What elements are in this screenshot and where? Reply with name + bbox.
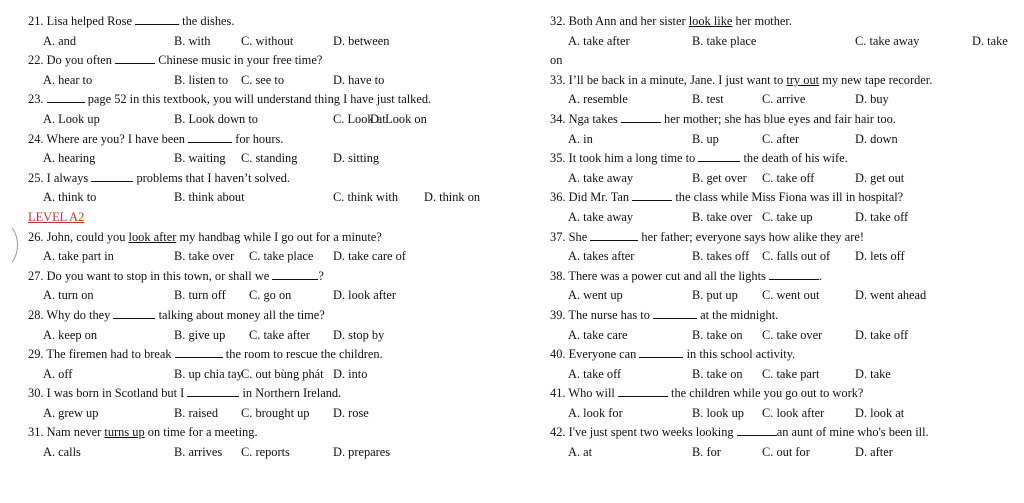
answer-option-d[interactable]: D. take (972, 33, 1008, 48)
continuation-text: on (550, 53, 563, 68)
answer-option-d[interactable]: D. Look on (370, 111, 427, 126)
question-text: my handbag while I go out for a minute? (176, 229, 382, 244)
answer-option-a[interactable]: A. takes after (568, 249, 635, 264)
question-text: at the midnight. (697, 307, 779, 322)
answer-option-b[interactable]: B. arrives (174, 445, 223, 460)
question-number: 32. (550, 14, 566, 28)
answer-option-a[interactable]: A. take care (568, 327, 628, 342)
answer-option-d[interactable]: D. have to (333, 72, 385, 87)
answer-option-a[interactable]: A. keep on (43, 327, 98, 342)
answer-option-b[interactable]: B. raised (174, 405, 219, 420)
answer-option-c[interactable]: C. out bùng phát (241, 366, 324, 381)
question-line (550, 110, 1024, 130)
answer-option-b[interactable]: B. Look down to (174, 111, 258, 126)
question-text: Both Ann and her sister (568, 14, 689, 28)
answer-option-b[interactable]: B. test (692, 92, 724, 107)
question-line (550, 51, 1024, 71)
answer-option-c[interactable]: C. take over (762, 327, 823, 342)
answer-blank[interactable] (632, 190, 672, 201)
question-text: Chinese music in your free time? (155, 53, 323, 68)
options-row (28, 32, 523, 52)
options-row (28, 110, 523, 130)
answer-option-a[interactable]: A. resemble (568, 92, 628, 107)
answer-blank[interactable] (187, 386, 239, 397)
answer-option-c[interactable]: C. go on (249, 288, 292, 303)
question-text: I was born in Scotland but I (46, 386, 188, 401)
answer-option-a[interactable]: A. take away (568, 170, 634, 185)
answer-option-c[interactable]: C. look after (762, 405, 825, 420)
answer-option-a[interactable]: A. hearing (43, 151, 96, 166)
options-row (550, 90, 1024, 110)
answer-blank[interactable] (639, 347, 683, 358)
answer-option-d[interactable]: D. went ahead (855, 288, 927, 303)
answer-blank[interactable] (621, 112, 661, 123)
answer-option-c[interactable]: C. out for (762, 445, 810, 460)
answer-option-b[interactable]: B. listen to (174, 72, 229, 87)
answer-option-b[interactable]: B. take over (174, 249, 235, 264)
left-column (28, 12, 523, 463)
answer-option-b[interactable]: B. take over (692, 209, 753, 224)
options-row (550, 443, 1024, 463)
answer-option-a[interactable]: A. grew up (43, 405, 99, 420)
answer-option-a[interactable]: A. take after (568, 33, 630, 48)
question-text: Nam never (46, 425, 105, 440)
question-text: the children while you go out to work? (667, 386, 864, 401)
question-number: 30. (28, 386, 44, 401)
answer-blank[interactable] (188, 132, 232, 143)
question-line (28, 90, 523, 110)
answer-option-b[interactable]: B. take place (692, 33, 757, 48)
question-line (28, 345, 523, 365)
answer-option-d[interactable]: D. take off (855, 209, 909, 224)
answer-option-b[interactable]: B. put up (692, 288, 738, 303)
answer-option-c[interactable]: C. without (241, 33, 294, 48)
answer-option-a[interactable]: A. at (568, 445, 593, 460)
answer-option-a[interactable]: A. take away (568, 209, 634, 224)
question-text: problems that I haven’t solved. (133, 170, 291, 185)
answer-option-b[interactable]: B. takes off (692, 249, 750, 264)
question-number: 23. (28, 92, 44, 107)
question-text: Who will (568, 386, 618, 401)
question-number: 42. (550, 425, 566, 440)
answer-option-b[interactable]: B. take on (692, 327, 743, 342)
underlined-phrase: look like (688, 14, 733, 28)
question-text: Why do they (46, 307, 114, 322)
question-text: in Northern Ireland. (239, 386, 342, 401)
question-line (550, 384, 1024, 404)
question-line (28, 51, 523, 71)
options-row (550, 404, 1024, 424)
answer-option-d[interactable]: D. buy (855, 92, 889, 107)
question-number: 27. (28, 268, 44, 283)
answer-blank[interactable] (272, 269, 318, 280)
options-row (28, 247, 523, 267)
options-row (550, 130, 1024, 150)
answer-option-b[interactable]: B. turn off (174, 288, 226, 303)
question-line (28, 423, 523, 443)
question-text: I always (46, 170, 92, 185)
answer-option-b[interactable]: B. up chia tay (174, 366, 243, 381)
answer-option-c[interactable]: C. take off (762, 170, 815, 185)
answer-option-a[interactable]: A. went up (568, 288, 623, 303)
question-number: 35. (550, 151, 566, 166)
question-number: 39. (550, 307, 566, 322)
question-number: 34. (550, 111, 566, 126)
question-number: 24. (28, 131, 44, 146)
answer-option-d[interactable]: D. stop by (333, 327, 385, 342)
question-text: There was a power cut and all the lights (568, 268, 769, 283)
question-line (550, 345, 1024, 365)
level-heading: LEVEL A2 (28, 209, 85, 224)
answer-option-d[interactable]: D. take (855, 366, 891, 381)
question-number: 21. (28, 14, 44, 28)
answer-blank[interactable] (698, 151, 740, 162)
question-line (28, 228, 523, 248)
answer-option-c[interactable]: C. take away (855, 33, 920, 48)
answer-option-d[interactable]: D. take care of (333, 249, 406, 264)
answer-option-b[interactable]: B. waiting (174, 151, 226, 166)
question-line (28, 169, 523, 189)
answer-option-d[interactable]: D. into (333, 366, 368, 381)
question-line (550, 149, 1024, 169)
answer-option-c[interactable]: C. take up (762, 209, 813, 224)
answer-option-a[interactable]: A. think to (43, 190, 97, 205)
answer-option-b[interactable]: B. up (692, 131, 719, 146)
options-row (28, 443, 523, 463)
question-text: page 52 in this textbook, you will understand thing I have just talked. (84, 92, 432, 107)
question-text: for hours. (232, 131, 284, 146)
answer-option-c[interactable]: C. see to (241, 72, 285, 87)
question-text: an aunt of mine who's been ill. (776, 425, 929, 440)
question-line (550, 71, 1024, 91)
options-row (550, 208, 1024, 228)
question-line (28, 384, 523, 404)
question-text: Where are you? I have been (46, 131, 189, 146)
question-line (550, 12, 1024, 32)
underlined-phrase: look after (128, 229, 177, 244)
question-text: ? (318, 268, 324, 283)
answer-option-c[interactable]: C. think with (333, 190, 399, 205)
question-text: Nga takes (568, 111, 621, 126)
answer-blank[interactable] (135, 14, 179, 25)
question-number: 28. (28, 307, 44, 322)
question-line (550, 267, 1024, 287)
answer-option-d[interactable]: D. sitting (333, 151, 380, 166)
question-text: the death of his wife. (740, 151, 848, 166)
options-row (550, 247, 1024, 267)
answer-option-a[interactable]: A. turn on (43, 288, 94, 303)
question-line (28, 306, 523, 326)
answer-option-a[interactable]: A. hear to (43, 72, 93, 87)
answer-option-a[interactable]: A. in (568, 131, 593, 146)
answer-option-c[interactable]: C. Look at (333, 111, 386, 126)
question-number: 31. (28, 425, 44, 440)
answer-blank[interactable] (47, 92, 85, 103)
options-row (550, 326, 1024, 346)
question-text: John, could you (46, 229, 129, 244)
question-text: on time for a meeting. (144, 425, 258, 440)
answer-blank[interactable] (769, 269, 819, 280)
answer-option-d[interactable]: D. after (855, 445, 893, 460)
question-text: my new tape recorder. (819, 72, 933, 87)
answer-option-c[interactable]: C. arrive (762, 92, 806, 107)
answer-option-c[interactable]: C. take part (762, 366, 820, 381)
question-text: the class while Miss Fiona was ill in hospital? (672, 190, 904, 205)
question-text: Lisa helped Rose (46, 14, 136, 28)
answer-option-a[interactable]: A. off (43, 366, 73, 381)
answer-option-b[interactable]: B. for (692, 445, 721, 460)
options-row (550, 169, 1024, 189)
answer-option-c[interactable]: C. take place (249, 249, 314, 264)
answer-blank[interactable] (115, 53, 155, 64)
answer-option-c[interactable]: C. reports (241, 445, 290, 460)
question-text: Do you often (46, 53, 116, 68)
answer-option-c[interactable]: C. falls out of (762, 249, 831, 264)
question-text: her mother. (732, 14, 792, 28)
answer-option-b[interactable]: B. think about (174, 190, 245, 205)
answer-option-d[interactable]: D. take off (855, 327, 909, 342)
underlined-phrase: try out (786, 72, 820, 87)
underlined-phrase: turns up (104, 425, 145, 440)
options-row (28, 404, 523, 424)
answer-option-d[interactable]: D. look at (855, 405, 905, 420)
options-row (28, 286, 523, 306)
question-line (550, 188, 1024, 208)
answer-option-c[interactable]: C. after (762, 131, 800, 146)
right-column (550, 12, 1024, 463)
question-line (550, 306, 1024, 326)
question-text: talking about money all the time? (155, 307, 325, 322)
options-row (550, 365, 1024, 385)
question-line (28, 12, 523, 32)
question-line (550, 228, 1024, 248)
answer-option-d[interactable]: D. between (333, 33, 390, 48)
question-text: Everyone can (568, 347, 640, 362)
question-text: the room to rescue the children. (222, 347, 383, 362)
answer-option-a[interactable]: A. and (43, 33, 77, 48)
answer-option-c[interactable]: C. standing (241, 151, 298, 166)
answer-blank[interactable] (113, 308, 155, 319)
options-row (550, 286, 1024, 306)
section-heading (28, 208, 523, 228)
question-line (28, 130, 523, 150)
answer-option-d[interactable]: D. prepares (333, 445, 391, 460)
answer-blank[interactable] (653, 308, 697, 319)
answer-option-a[interactable]: A. take off (568, 366, 622, 381)
question-number: 25. (28, 170, 44, 185)
answer-blank[interactable] (737, 425, 777, 436)
question-text: her mother; she has blue eyes and fair hair too. (660, 111, 896, 126)
page-edge-arc (0, 222, 18, 268)
options-row (550, 32, 1024, 52)
answer-option-c[interactable]: C. went out (762, 288, 820, 303)
question-text: It took him a long time to (568, 151, 699, 166)
answer-option-b[interactable]: B. take on (692, 366, 743, 381)
question-number: 38. (550, 268, 566, 283)
answer-option-b[interactable]: B. look up (692, 405, 744, 420)
answer-option-d[interactable]: D. think on (424, 190, 481, 205)
question-text: in this school activity. (683, 347, 796, 362)
answer-option-a[interactable]: A. look for (568, 405, 623, 420)
question-text: I've just spent two weeks looking (568, 425, 737, 440)
answer-option-d[interactable]: D. get out (855, 170, 905, 185)
options-row (28, 326, 523, 346)
question-number: 22. (28, 53, 44, 68)
question-line (550, 423, 1024, 443)
question-number: 36. (550, 190, 566, 205)
answer-option-b[interactable]: B. give up (174, 327, 226, 342)
answer-option-d[interactable]: D. look after (333, 288, 396, 303)
question-text: She (568, 229, 591, 244)
answer-blank[interactable] (91, 171, 133, 182)
answer-blank[interactable] (175, 347, 223, 358)
question-number: 41. (550, 386, 566, 401)
answer-option-d[interactable]: D. rose (333, 405, 369, 420)
options-row (28, 365, 523, 385)
answer-option-a[interactable]: A. calls (43, 445, 81, 460)
question-text: Did Mr. Tan (568, 190, 633, 205)
answer-blank[interactable] (618, 386, 668, 397)
question-number: 33. (550, 72, 566, 87)
question-number: 40. (550, 347, 566, 362)
question-number: 29. (28, 347, 44, 362)
question-text: The firemen had to break (46, 347, 175, 362)
question-line (28, 267, 523, 287)
question-text: Do you want to stop in this town, or shall we (46, 268, 273, 283)
answer-option-d[interactable]: D. down (855, 131, 898, 146)
options-row (28, 188, 523, 208)
answer-option-c[interactable]: C. brought up (241, 405, 310, 420)
answer-option-d[interactable]: D. lets off (855, 249, 905, 264)
question-text: the dishes. (179, 14, 235, 28)
answer-blank[interactable] (590, 230, 638, 241)
question-text: . (818, 268, 823, 283)
question-text: The nurse has to (568, 307, 654, 322)
answer-option-b[interactable]: B. with (174, 33, 211, 48)
question-text: her father; everyone says how alike they are! (638, 229, 864, 244)
answer-option-a[interactable]: A. take part in (43, 249, 114, 264)
answer-option-a[interactable]: A. Look up (43, 111, 100, 126)
answer-option-b[interactable]: B. get over (692, 170, 747, 185)
question-text: I’ll be back in a minute, Jane. I just want to (568, 72, 787, 87)
options-row (28, 71, 523, 91)
answer-option-c[interactable]: C. take after (249, 327, 310, 342)
options-row (28, 149, 523, 169)
question-number: 26. (28, 229, 44, 244)
question-number: 37. (550, 229, 566, 244)
